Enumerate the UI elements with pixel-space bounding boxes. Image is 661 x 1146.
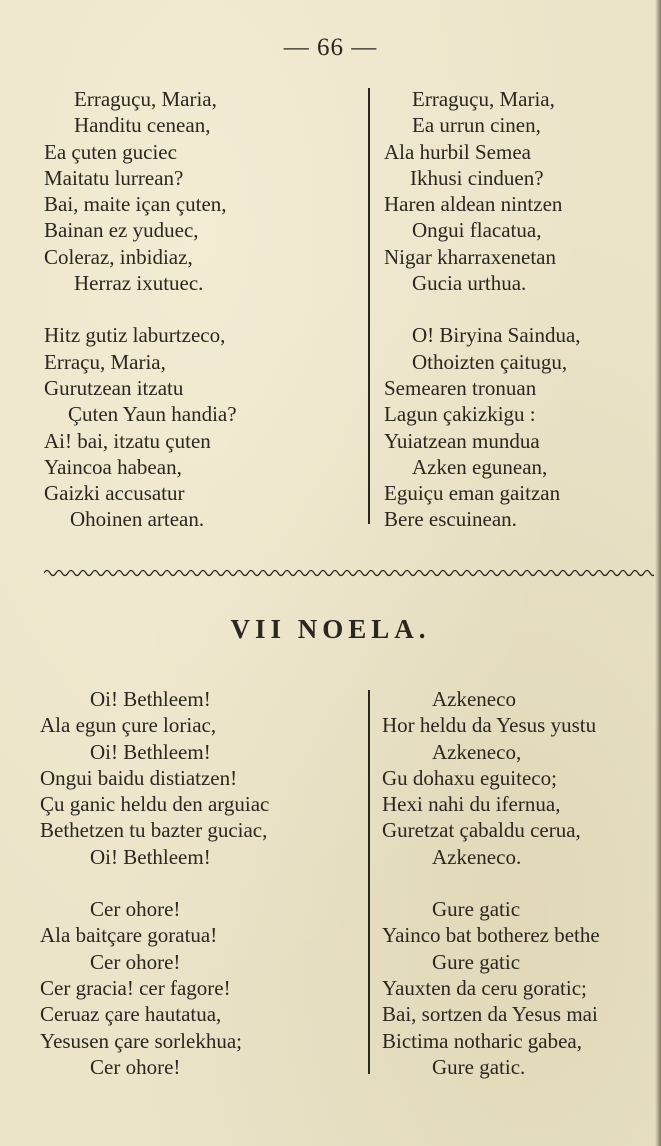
page-number: — 66 — bbox=[283, 34, 378, 61]
verse-line: Ea çuten guciec bbox=[44, 139, 177, 164]
verse-line: Azkeneco. bbox=[432, 844, 522, 869]
column-divider-bottom bbox=[368, 690, 370, 1074]
verse-line: Yesusen çare sorlekhua; bbox=[40, 1028, 242, 1053]
verse-line: Çu ganic heldu den arguiac bbox=[40, 792, 270, 817]
poem-column-top-right bbox=[384, 86, 581, 533]
stanza-break bbox=[44, 296, 237, 322]
verse-line: Hitz gutiz laburtzeco, bbox=[44, 323, 226, 348]
poem-column-top-left bbox=[44, 86, 237, 533]
verse-line: Othoizten çaitugu, bbox=[412, 349, 568, 374]
verse-line: Cer gracia! cer fagore! bbox=[40, 975, 231, 1000]
verse-line: Azkeneco, bbox=[432, 739, 522, 764]
verse-line: Ai! bai, itzatu çuten bbox=[44, 428, 211, 453]
verse-line: Haren aldean nintzen bbox=[384, 192, 563, 217]
verse-line: Oi! Bethleem! bbox=[90, 844, 211, 869]
verse-line: Ceruaz çare hautatua, bbox=[40, 1002, 222, 1027]
verse-line: Eguiçu eman gaitzan bbox=[384, 481, 561, 506]
verse-line: Bai, sortzen da Yesus mai bbox=[382, 1002, 598, 1027]
stanza-break bbox=[384, 296, 581, 322]
verse-line: Ohoinen artean. bbox=[70, 507, 205, 532]
verse-line: Yuiatzean mundua bbox=[384, 428, 540, 453]
verse-line: Azkeneco bbox=[432, 687, 516, 711]
verse-line: Cer ohore! bbox=[90, 897, 181, 922]
verse-line: Gure gatic bbox=[432, 897, 521, 922]
verse-line: O! Biryina Saindua, bbox=[412, 323, 581, 348]
verse-line: Bethetzen tu bazter guciac, bbox=[40, 818, 268, 843]
verse-line: Handitu cenean, bbox=[74, 113, 211, 138]
verse-line: Maitatu lurrean? bbox=[44, 165, 184, 190]
column-divider-top bbox=[368, 88, 370, 524]
verse-line: Yaincoa habean, bbox=[44, 454, 182, 479]
stanza-break bbox=[40, 870, 269, 896]
verse-line: Ongui flacatua, bbox=[412, 218, 542, 243]
verse-line: Lagun çakizkigu : bbox=[384, 402, 536, 427]
verse-line: Bictima notharic gabea, bbox=[382, 1028, 583, 1053]
verse-line: Bai, maite içan çuten, bbox=[44, 192, 227, 217]
verse-line: Herraz ixutuec. bbox=[74, 271, 204, 296]
verse-line: Hor heldu da Yesus yustu bbox=[382, 713, 597, 738]
verse-line: Bainan ez yuduec, bbox=[44, 218, 199, 243]
stanza-break bbox=[382, 870, 600, 896]
verse-line: Bere escuinean. bbox=[384, 507, 517, 532]
verse-line: Guretzat çabaldu cerua, bbox=[382, 818, 581, 843]
verse-line: Ea urrun cinen, bbox=[412, 113, 541, 138]
verse-line: Çuten Yaun handia? bbox=[68, 402, 237, 427]
verse-line: Cer ohore! bbox=[90, 949, 181, 974]
verse-line: Hexi nahi du ifernua, bbox=[382, 792, 561, 817]
verse-line: Ala egun çure loriac, bbox=[40, 713, 217, 738]
verse-line: Coleraz, inbidiaz, bbox=[44, 244, 193, 269]
verse-line: Nigar kharraxenetan bbox=[384, 244, 556, 269]
poem-column-bottom-left bbox=[40, 686, 269, 1080]
verse-line: Gure gatic bbox=[432, 949, 521, 974]
verse-line: Ikhusi cinduen? bbox=[410, 165, 544, 190]
verse-line: Erraçu, Maria, bbox=[44, 349, 166, 374]
verse-line: Ala hurbil Semea bbox=[384, 139, 531, 164]
verse-line: Gaizki accusatur bbox=[44, 481, 185, 506]
verse-line: Gu dohaxu eguiteco; bbox=[382, 765, 557, 790]
page-edge-shadow bbox=[655, 0, 661, 1146]
verse-line: Cer ohore! bbox=[90, 1054, 181, 1079]
verse-line: Yainco bat botherez bethe bbox=[382, 923, 600, 948]
poem-column-bottom-right bbox=[382, 686, 600, 1080]
verse-line: Gucia urthua. bbox=[412, 271, 527, 296]
verse-line: Oi! Bethleem! bbox=[90, 739, 211, 764]
verse-line: Erraguçu, Maria, bbox=[74, 87, 217, 111]
verse-line: Yauxten da ceru goratic; bbox=[382, 975, 587, 1000]
verse-line: Gure gatic. bbox=[432, 1054, 526, 1079]
wavy-separator bbox=[44, 566, 654, 580]
verse-line: Oi! Bethleem! bbox=[90, 687, 211, 711]
verse-line: Azken egunean, bbox=[412, 454, 548, 479]
verse-line: Semearen tronuan bbox=[384, 375, 537, 400]
verse-line: Gurutzean itzatu bbox=[44, 375, 184, 400]
verse-line: Ala baitçare goratua! bbox=[40, 923, 218, 948]
section-title: VII NOELA. bbox=[230, 614, 431, 644]
verse-line: Erraguçu, Maria, bbox=[412, 87, 555, 111]
verse-line: Ongui baidu distiatzen! bbox=[40, 765, 238, 790]
